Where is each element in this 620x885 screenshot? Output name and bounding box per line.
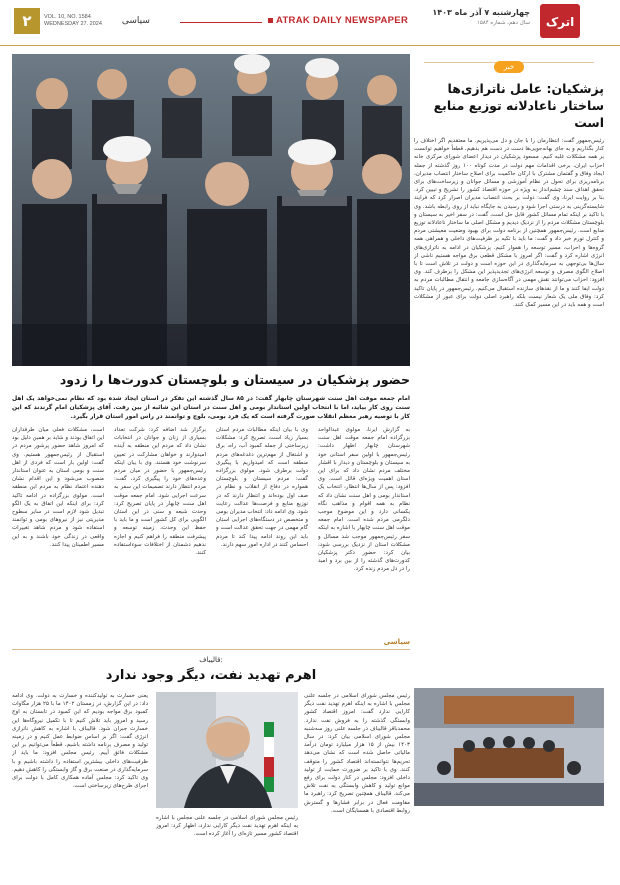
bottom-section-bar	[12, 638, 410, 650]
portrait-illustration	[156, 692, 298, 808]
header-rule	[180, 22, 262, 23]
bottom-article-kicker: قالیباف:	[199, 656, 223, 664]
main-article-column: برگزار شد اضافه کرد: شرکت تعداد بسیاری از زنان و جوانان در انتخابات نشان داد که مردم این منطقه به آینده امیدوارند و خواهان مشارکت در تعیین سرنوشت خود هستند. وی با بیان اینکه رئیس‌جمهور با حضور در میان مردم وعده‌های خود را پیگیری کرد، گفت: مردم انتظار دارند تصمیمات این سفر به سرعت اجرایی شود. امام جمعه موقت اهل سنت چابهار در پایان تصریح کرد: وحدت شیعه و سنی در این استان الگویی برای کل کشور است و ما باید با حفظ این وحدت، زمینه توسعه و پیشرفت منطقه را فراهم کنیم و اجازه ندهیم دشمنان از اختلافات سوءاستفاده کنند.	[114, 427, 206, 557]
news-kicker-bar	[414, 54, 604, 70]
issue-date: چهارشنبه ۷ آذر ماه ۱۴۰۳ سال دهم، شماره ۱۵۸۴	[432, 8, 530, 26]
bottom-article-column-left: یعنی خسارت به تولیدکننده و خسارت به دولت. وی ادامه داد: در این گزارش، در زمستان ۱۴۰۲ ما با ۲۵ هزار مگاوات کمبود برق مواجه بودیم که این کمبود در تابستان به اوج رسید و امروز باید تلاش کنیم تا با تکمیل نیروگاه‌ها این خسارت جبران شود. قالیباف با اشاره به کاهش ناترازی انرژی گفت: اگر بر اساس ضوابط عمل کنیم و در زمینه تولید و مصرف برنامه داشته باشیم، قطعاً می‌توانیم بر این مشکلات فائق آییم. رئیس مجلس افزود: ما باید از ظرفیت‌های داخلی بیشترین استفاده را داشته باشیم و با سرمایه‌گذاری در صنعت برق و گاز وابستگی را کاهش دهیم. وی تاکید کرد: مجلس آماده همکاری کامل با دولت برای اجرای طرح‌های زیرساختی است.	[12, 693, 148, 790]
main-article-photo	[12, 54, 410, 366]
bottom-article-title: اهرم تهدید نفت، دیگر وجود ندارد	[105, 668, 317, 683]
bottom-article-photo-caption: رئیس مجلس شورای اسلامی در جلسه علنی مجلس با اشاره به اینکه اهرم تهدید نفت دیگر کارایی ندارد، اظهار کرد: امروز اقتصاد کشور مسیر تازه‌ای را آغاز کرده است.	[156, 815, 298, 838]
main-article-lead: امام جمعه موقت اهل سنت شهرستان چابهار گفت: در ۸۵ سال گذشته این تفکر در استان ایجاد شده بود که نظام نمی‌خواهد یک اهل سنت روی کار بیاید، اما با انتخاب اولین استاندار بومی و اهل سنت در استان این شائبه از بین رفت. آقای پزشکیان امام گرندند که این کار با توصیه رهبر معظم انقلاب صورت گرفته است که یک فرد بومی، بلوچ و توانمند در راس امور استان قرار بگیرد.	[12, 395, 410, 420]
main-article-columns	[12, 426, 410, 632]
paper-name-english: ATRAK DAILY NEWSPAPER	[268, 15, 408, 26]
main-article-column: است، مشکلات فعلی میان طرفداران این اتفاق بودند و شاید بر همین دلیل بود که امروز شاهد حضور پرشور مردم در استقبال از رئیس‌جمهور هستیم. وی گفت: اولین بار است که فردی از اهل سنت و بومی استان به عنوان استاندار منصوب می‌شود و این اقدام نشان دهنده اعتماد نظام به مردم این منطقه است. مولوی بزرگزاده در ادامه تاکید کرد: برای اینکه این اتفاق به یک الگو تبدیل شود لازم است در سایر سطوح مدیریتی نیز از نیروهای بومی و توانمند استفاده شود و مردم شاهد تغییرات واقعی در زندگی خود باشند و به این مسیر اطمینان پیدا کنند.	[12, 427, 104, 548]
main-article-column: به گزارش ایرنا، مولوی عبدالواحد بزرگزاده امام جمعه موقت اهل سنت شهرستان چابهار اظهار داشت: رئیس‌جمهور با اولین سفر استانی خود به سیستان و بلوچستان و دیدار با اقشار مختلف مردم نشان داد که برای این استان اهمیت ویژه‌ای قائل است. وی افزود: پس از سال‌ها انتظار، انتخاب یک استاندار بومی و اهل سنت نشان داد که نظام به همه اقوام و مذاهب نگاه یکسانی دارد و این موضوع موجب دلگرمی مردم شده است. امام جمعه موقت اهل سنت چابهار با اشاره به اینکه سفر رئیس‌جمهور موجب شد مسائل و مشکلات استان از نزدیک بررسی شود، بیان کرد: حضور دکتر پزشکیان کدورت‌های گذشته را از بین برد و امید را در دل مردم زنده کرد.	[318, 427, 410, 573]
news-kicker: خبر	[494, 61, 524, 73]
bottom-article-column-right: رئیس مجلس شورای اسلامی در جلسه علنی مجلس با اشاره به اینکه اهرم تهدید نفت دیگر کارایی ندارد گفت: امروز اقتصاد کشور وابستگی گذشته را به فروش نفت ندارد. محمدباقر قالیباف در جلسه علنی روز سه‌شنبه مجلس شورای اسلامی بیان کرد: در سال ۱۴۰۳ بیش از ۱۵ هزار میلیارد تومان درآمد مالیاتی حاصل شده است که نشان می‌دهد تحریم‌ها نتوانسته‌اند اقتصاد کشور را متوقف کنند. وی با تاکید بر ضرورت حمایت از تولید داخلی افزود: مجلس در کنار دولت برای رفع موانع تولید و کاهش وابستگی به نفت تلاش می‌کند. قالیباف همچنین تصریح کرد: راهبرد ما مقاومت فعال در برابر فشارها و گسترش روابط اقتصادی با همسایگان است.	[304, 693, 410, 814]
logo-text: اترک	[545, 15, 575, 29]
right-article-title: پزشکیان: عامل ناترازی‌ها ساختار ناعادلانه توزیع منابع است	[433, 81, 604, 130]
clerics-audience-illustration	[12, 54, 410, 366]
bottom-section-label: سیاسی	[383, 638, 410, 646]
masthead-left	[14, 8, 150, 34]
main-article-title: حضور پزشکیان در سیستان و بلوچستان کدورت‌ها را زدود	[59, 372, 410, 387]
main-article-column: وی با بیان اینکه مطالبات مردم استان بسیار زیاد است، تصریح کرد: مشکلات زیرساختی از جمله کمبود آب، راه، برق و اشتغال از مهم‌ترین دغدغه‌های مردم منطقه است که امیدواریم با پیگیری دولت برطرف شود. مولوی بزرگزاده گفت: مردم سیستان و بلوچستان همواره در دفاع از انقلاب و نظام در صف اول بوده‌اند و انتظار دارند که در توزیع منابع و فرصت‌ها عدالت رعایت شود. وی ادامه داد: انتخاب مدیران بومی و متخصص در دستگاه‌های اجرایی استان گام مهمی در جهت تحقق عدالت است و باید این روند ادامه پیدا کند تا مردم احساس کنند در اداره امور سهم دارند.	[216, 427, 308, 548]
page-number: ۲	[14, 8, 40, 34]
atrak-logo	[540, 4, 580, 38]
meeting-photo-illustration	[414, 688, 604, 806]
right-news-column	[414, 54, 604, 878]
bottom-article-photo	[156, 692, 298, 808]
right-article-photo	[414, 688, 604, 806]
right-article-body: رئیس‌جمهور گفت: انتظارمان را با جان و دل می‌پذیریم. ما معتقدیم اگر اختلاف را کنار بگذاریم و به جای بهانه‌جویی‌ها دست در دست هم بدهیم، قطعاً خواهیم توانست بر همه مشکلات غلبه کنیم. مسعود پزشکیان در دیدار اعضای شورای مرکزی خانه احزاب ایران، برخی اقدامات مهم دولت در مدت کوتاه ۱۰۰ روز گذشته از جمله ایجاد وفاق و گفتمان مشترک با ارکان حاکمیت برای اصلاح ساختار انتصاب مدیران، برنامه‌ریزی برای تحول در نظام آموزشی و مسائل جوانان و زیرساخت‌های برای تحقق اهداف سند چشم‌انداز به ویژه در حوزه اقتصاد کشور را تشریح و تبیین کرد. بنا بر روایت ایرنا، وی گفت: دولت بر بحث انتصاب مدیران اصرار کرد که فرایند شایسته‌گزینی به درستی اجرا شود و رسیدن به جایگاه نباید از روی رابطه باشد. وی با تاکید بر اینکه تمام مسائل کشور قابل حل است، گفت: در سفر اخیر به سیستان و بلوچستان مشکلات مردم را از نزدیک دیدیم و مشکل اصلی ما ساختار ناعادلانه توزیع منابع است. رئیس‌جمهور همچنین از برنامه دولت برای بهبود وضعیت معیشتی مردم و کنترل تورم خبر داد و گفت: ما باید با تکیه بر ظرفیت‌های داخلی و همراهی همه گروه‌ها و احزاب، مسیر توسعه را هموار کنیم. پزشکیان در ادامه به ناترازی‌های انرژی اشاره کرد و گفت: اگر امروز با مشکل قطعی برق مواجه هستیم ناشی از سال‌ها بی‌توجهی به سرمایه‌گذاری در این حوزه است و دولت در تلاش است تا با اصلاح الگوی مصرف و توسعه انرژی‌های تجدیدپذیر این مشکل را برطرف کند. وی افزود: احزاب می‌توانند نقش مهمی در آگاه‌سازی جامعه و انتقال مطالبات مردم به دولت ایفا کنند و ما از نقدهای سازنده استقبال می‌کنیم. رئیس‌جمهور در پایان تاکید کرد: وفاق ملی یک شعار نیست بلکه راهبرد اصلی دولت برای عبور از مشکلات است و همه باید در این مسیر کمک کنند.	[414, 138, 604, 309]
masthead	[0, 0, 620, 46]
volume-info: VOL. 10, NO. 1584 WEDNESDAY 27. 2024	[44, 14, 102, 27]
page-section-label: سیاسی	[121, 16, 150, 26]
